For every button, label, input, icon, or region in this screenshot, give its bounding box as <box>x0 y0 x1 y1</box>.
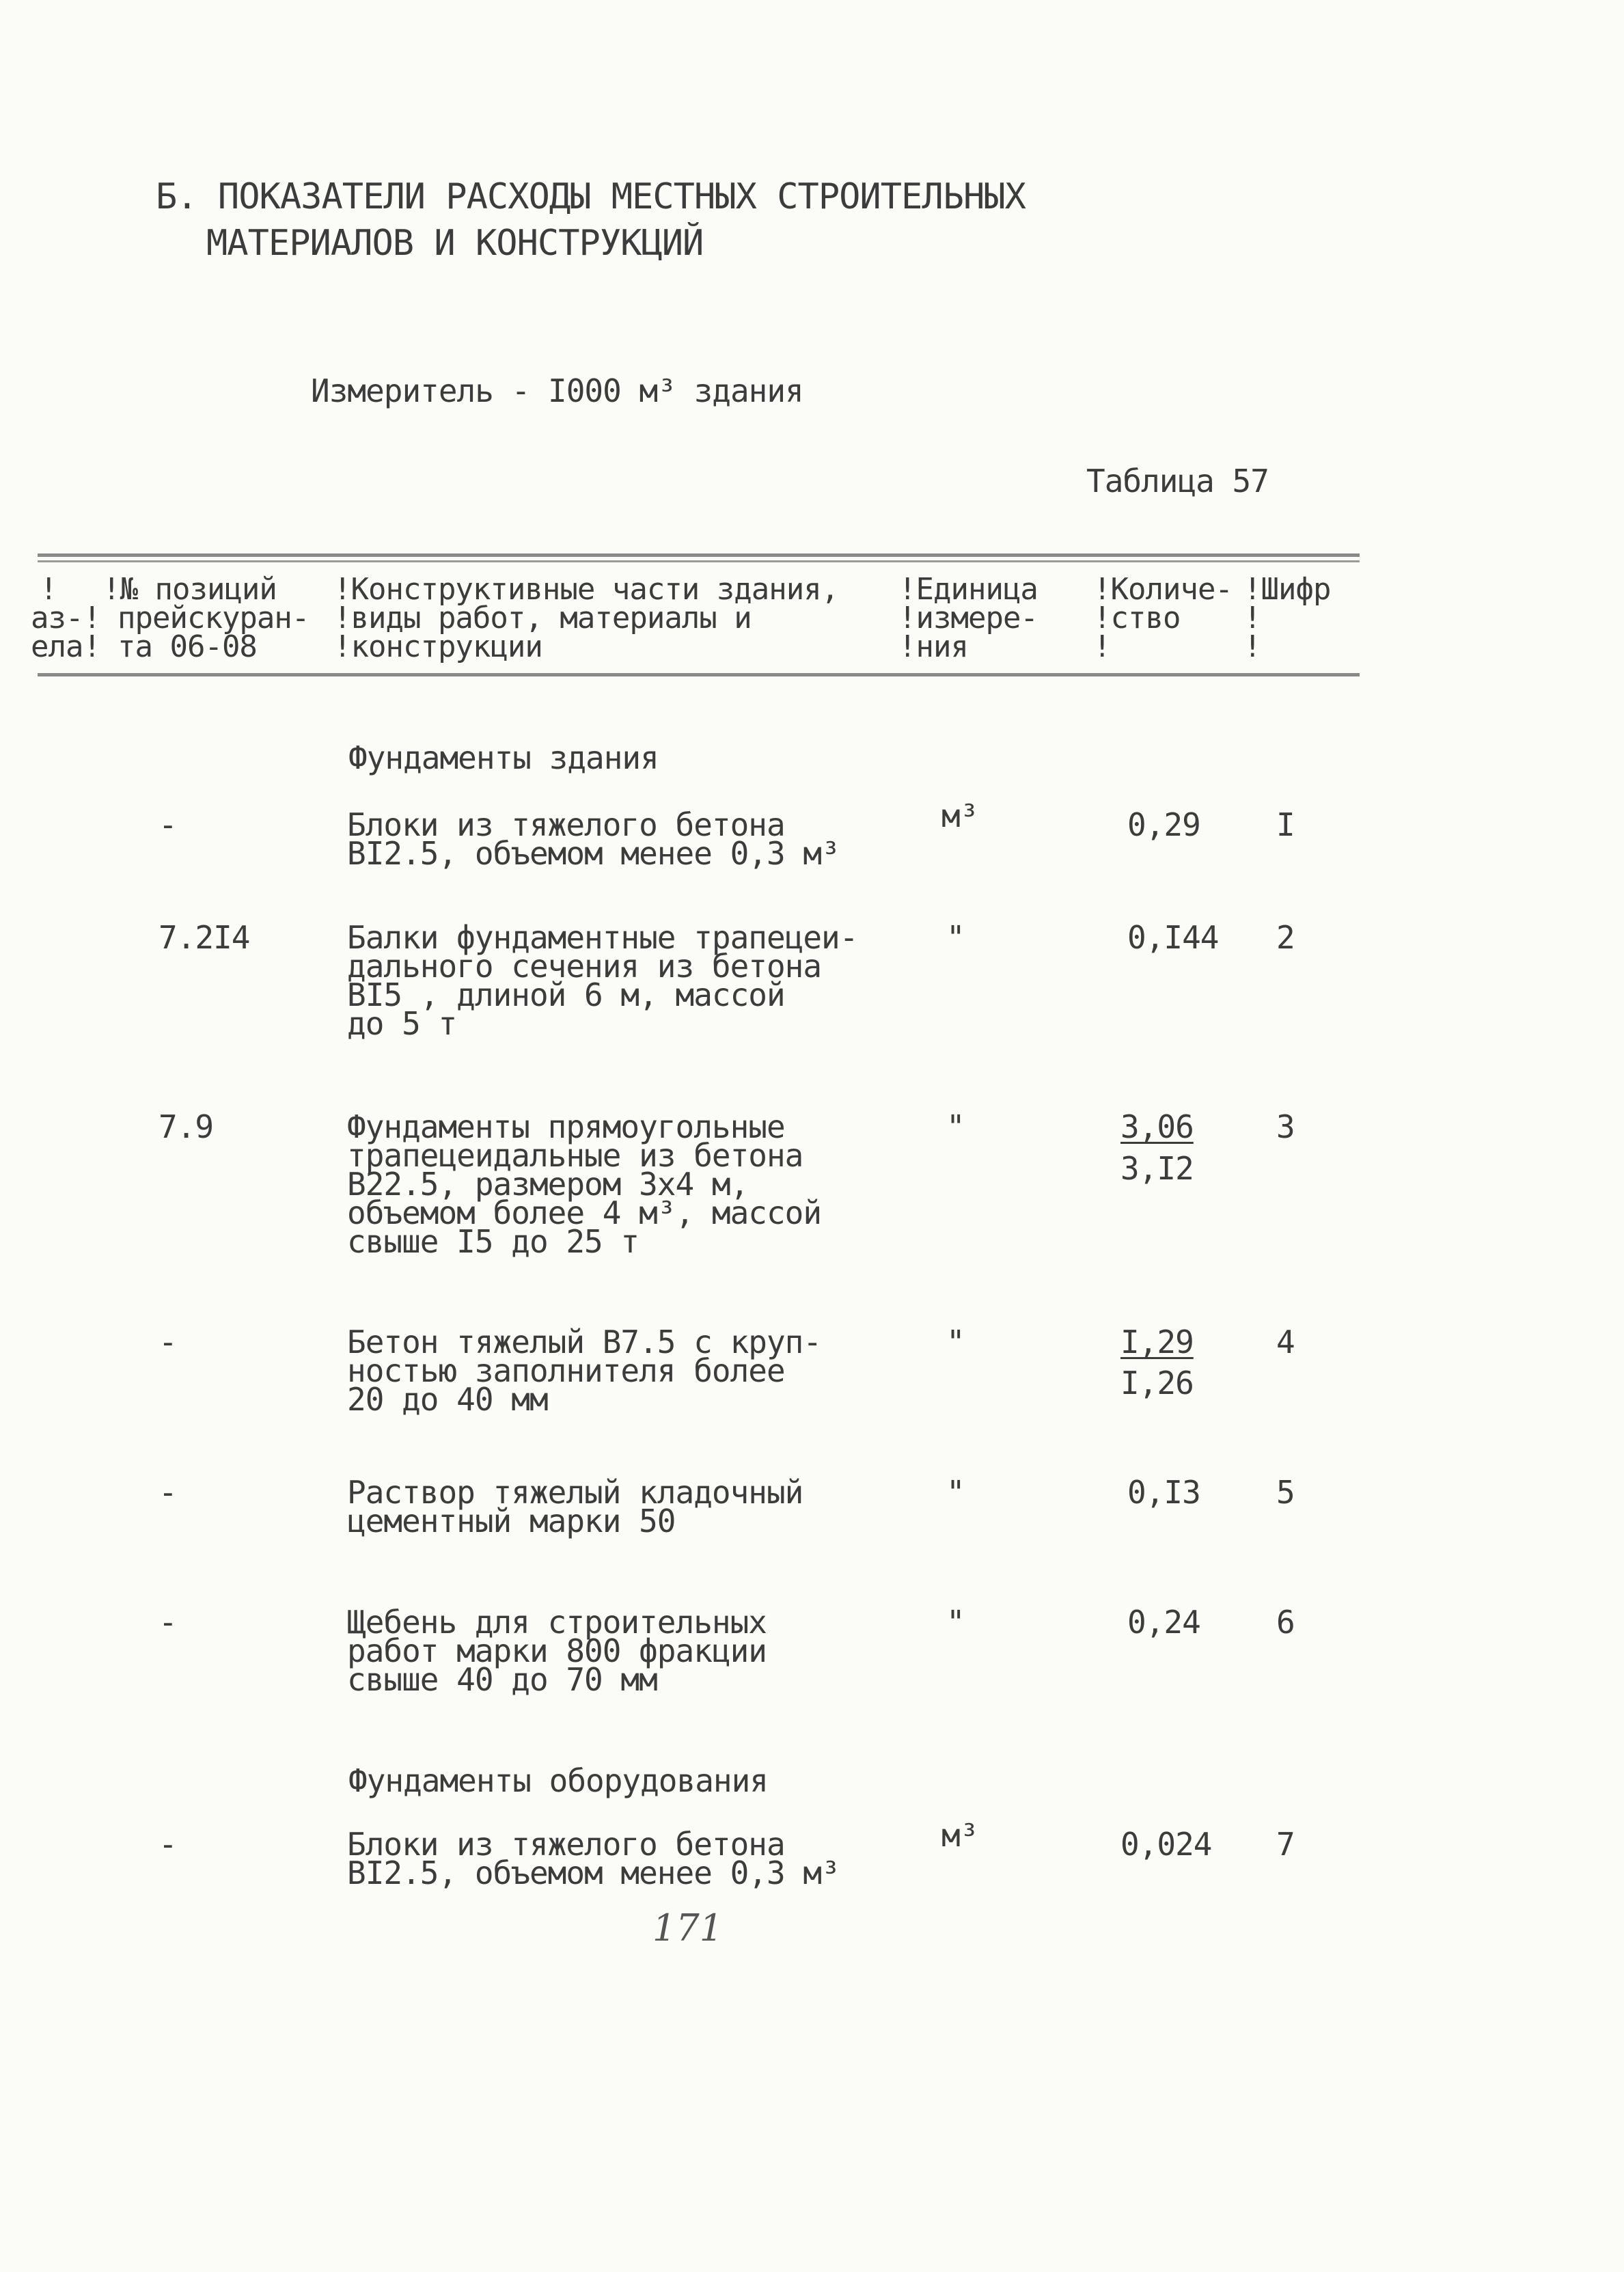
table-label: Таблица 57 <box>1086 463 1269 499</box>
row-quantity-denominator: I,26 <box>1120 1365 1194 1401</box>
row-description-line: Балки фундаментные трапецеи- <box>347 919 858 956</box>
row-unit: " <box>946 1474 965 1511</box>
row-position: - <box>159 806 177 843</box>
row-unit: м³ <box>941 797 978 834</box>
table-top-rule-inner <box>38 560 1360 562</box>
row-quantity: 0,024 <box>1120 1826 1212 1863</box>
row-description-line: Блоки из тяжелого бетона <box>347 806 785 843</box>
row-quantity: 0,I44 <box>1127 919 1219 956</box>
row-code: I <box>1276 806 1295 843</box>
row-description-line: свыше 40 до 70 мм <box>347 1661 657 1698</box>
row-description-line: BI2.5, объемом менее 0,3 м³ <box>347 835 840 872</box>
row-position: 7.2I4 <box>159 919 250 956</box>
row-quantity-numerator: I,29 <box>1120 1324 1194 1360</box>
row-code: 4 <box>1276 1324 1295 1360</box>
row-quantity: 0,I3 <box>1127 1474 1200 1511</box>
row-description-line: Бетон тяжелый B7.5 с круп- <box>347 1324 822 1360</box>
row-description-line: объемом более 4 м³, массой <box>347 1194 822 1231</box>
row-quantity-denominator: 3,I2 <box>1120 1150 1194 1187</box>
table-top-rule <box>38 553 1360 557</box>
row-description-line: Раствор тяжелый кладочный <box>347 1474 803 1511</box>
section-heading-line2: МАТЕРИАЛОВ И КОНСТРУКЦИЙ <box>206 223 704 264</box>
row-code: 5 <box>1276 1474 1295 1511</box>
document-page: Б. ПОКАЗАТЕЛИ РАСХОДЫ МЕСТНЫХ СТРОИТЕЛЬНЫХ МАТЕРИАЛОВ И КОНСТРУКЦИЙ Измеритель - I000 м³ здания Таблица 57 ! аз-! ела! !№ позиций прейскуран- та 06-08 !Конструктивные части здания, !виды работ, материалы и !конструкции !Единица !измере- !ния !Количе- !ство ! !Шифр ! ! Фундаменты здания - Блоки из тяжелого бетона BI2.5, объемом менее 0,3 м³ м³ 0,29 I 7.2I4 Балки фундаментные трапецеи- дального сечения из бетона BI5 , длиной 6 м, массой до 5 т " 0,I44 2 7.9 Фундаменты прямоугольные трапецеидальные из бетона B22.5, размером 3x4 м, объемом более 4 м³, массой свыше I5 до 25 т " 3,06 3,I2 3 - Бетон тяжелый B7.5 с круп- ностью заполнителя более 20 до 40 мм " I,29 I,26 4 - Раствор тяжелый кладочный цементный марки 50 " 0,I3 5 - Щебень для строительных работ марки 800 фракции свыше 40 до 70 мм " 0,24 6 Фундаменты оборудования - Блоки из тяжелого бетона BI2.5, объемом менее 0,3 м³ м³ 0,024 7 171 <box>0 0 1624 2272</box>
section-title-foundations-building: Фундаменты здания <box>348 739 659 776</box>
row-description-line: работ марки 800 фракции <box>347 1632 767 1669</box>
row-unit: " <box>946 1604 965 1641</box>
row-unit: " <box>946 919 965 956</box>
row-description-line: до 5 т <box>347 1005 457 1042</box>
row-quantity-numerator: 3,06 <box>1120 1108 1194 1145</box>
row-quantity: 0,24 <box>1127 1604 1200 1641</box>
row-code: 3 <box>1276 1108 1295 1145</box>
row-code: 2 <box>1276 919 1295 956</box>
row-description-line: дального сечения из бетона <box>347 948 822 985</box>
section-title-foundations-equipment: Фундаменты оборудования <box>348 1762 768 1799</box>
row-unit: м³ <box>941 1817 978 1854</box>
row-description-line: Щебень для строительных <box>347 1604 767 1641</box>
row-code: 7 <box>1276 1826 1295 1863</box>
row-position: 7.9 <box>159 1108 214 1145</box>
table-header-bottom-rule <box>38 673 1360 676</box>
row-unit: " <box>946 1324 965 1360</box>
row-description-line: ностью заполнителя более <box>347 1352 785 1389</box>
section-heading-line1: Б. ПОКАЗАТЕЛИ РАСХОДЫ МЕСТНЫХ СТРОИТЕЛЬНЫХ <box>156 176 1026 217</box>
row-quantity: 0,29 <box>1127 806 1200 843</box>
row-description-line: 20 до 40 мм <box>347 1381 548 1418</box>
row-description-line: B22.5, размером 3x4 м, <box>347 1166 749 1203</box>
row-description-line: трапецеидальные из бетона <box>347 1137 803 1174</box>
row-description-line: Блоки из тяжелого бетона <box>347 1826 785 1863</box>
row-description-line: свыше I5 до 25 т <box>347 1223 639 1260</box>
row-description-line: BI5 , длиной 6 м, массой <box>347 976 785 1013</box>
page-number: 171 <box>652 1906 724 1949</box>
row-code: 6 <box>1276 1604 1295 1641</box>
row-description-line: BI2.5, объемом менее 0,3 м³ <box>347 1854 840 1891</box>
row-description-line: цементный марки 50 <box>347 1503 676 1539</box>
row-position: - <box>159 1474 177 1511</box>
row-description-line: Фундаменты прямоугольные <box>347 1108 785 1145</box>
row-position: - <box>159 1826 177 1863</box>
measure-unit-line: Измеритель - I000 м³ здания <box>311 372 803 409</box>
row-position: - <box>159 1604 177 1641</box>
row-unit: " <box>946 1108 965 1145</box>
row-position: - <box>159 1324 177 1360</box>
